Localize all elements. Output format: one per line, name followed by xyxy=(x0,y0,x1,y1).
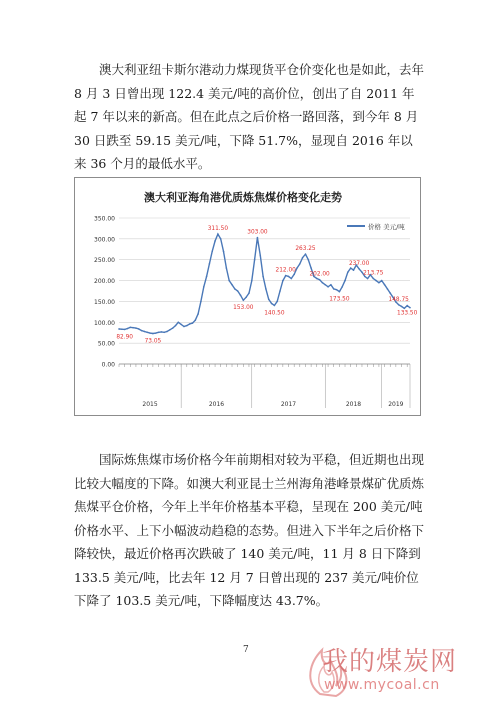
data-point xyxy=(282,280,284,282)
data-point xyxy=(293,274,295,276)
data-point xyxy=(333,288,335,290)
data-point xyxy=(347,271,349,273)
data-point xyxy=(146,331,148,333)
data-point xyxy=(296,267,298,269)
data-point xyxy=(220,238,222,240)
data-point xyxy=(316,278,318,280)
data-point xyxy=(248,292,250,294)
paragraph-1: 澳大利亚纽卡斯尔港动力煤现货平仓价变化也是如此，去年 8 月 3 日曾出现 122.4 美元/吨的高价位，创出了自 2011 年起 7 年以来的新高。但在此点之后价格一路回落，到今年 8 月 30 日跌至 59.15 美元/吨，下降 51.7%，显现自 2016 年以来 36 个月的最低水平。 xyxy=(74,62,425,171)
data-point xyxy=(186,325,188,327)
chart-svg xyxy=(75,178,420,415)
data-point xyxy=(192,322,194,324)
data-point xyxy=(257,237,259,239)
data-point xyxy=(327,286,329,288)
data-point xyxy=(127,328,129,330)
data-point xyxy=(144,331,146,333)
data-point xyxy=(214,240,216,242)
year-label: 2019 xyxy=(388,401,404,408)
data-point xyxy=(324,284,326,286)
data-point xyxy=(251,280,253,282)
page-number: 7 xyxy=(243,645,249,655)
data-point xyxy=(203,286,205,288)
data-point xyxy=(237,290,239,292)
chart-title: 澳大利亚海角港优质炼焦煤价格变化走势 xyxy=(144,191,342,204)
data-label: 153.00 xyxy=(233,305,254,312)
data-point xyxy=(206,276,208,278)
data-point xyxy=(307,259,309,261)
data-point xyxy=(285,275,287,277)
data-point xyxy=(398,304,400,306)
data-point xyxy=(158,331,160,333)
data-point xyxy=(234,288,236,290)
data-label: 148.75 xyxy=(388,296,409,303)
data-point xyxy=(228,280,230,282)
y-tick-label: 300.00 xyxy=(94,236,115,244)
data-point xyxy=(319,279,321,281)
data-point xyxy=(268,299,270,301)
data-point xyxy=(375,280,377,282)
paragraph-2: 国际炼焦煤市场价格今年前期相对较为平稳，但近期也出现比较大幅度的下降。如澳大利亚昆士兰州海角港峰景煤矿优质炼焦煤平仓价格，今年上半年价格基本平稳，呈现在 200 美元/吨价格水平、上下小幅波动趋稳的态势。但进入下半年之后价格下降较快，最近价格再次跌破了 140 美元/吨，11 月 8 日下降到 133.5 美元/吨，比去年 12 月 7 日曾出现的 237 美元/吨价位下降了 103.5 美元/吨，下降幅度达 43.7%。 xyxy=(74,452,425,608)
data-point xyxy=(336,289,338,291)
watermark-url: www.mycoal.cn xyxy=(324,677,440,693)
price-chart xyxy=(74,177,421,416)
data-point xyxy=(163,331,165,333)
data-point xyxy=(265,288,267,290)
year-label: 2016 xyxy=(208,401,225,408)
data-point xyxy=(279,290,281,292)
data-point xyxy=(341,286,343,288)
data-point xyxy=(274,305,276,307)
data-point xyxy=(353,269,355,271)
data-point xyxy=(121,328,123,330)
data-point xyxy=(305,253,307,255)
data-point xyxy=(243,299,245,301)
data-point xyxy=(367,278,369,280)
data-point xyxy=(138,328,140,330)
data-point xyxy=(226,267,228,269)
data-point xyxy=(406,305,408,307)
data-point xyxy=(200,301,202,303)
data-point xyxy=(389,292,391,294)
data-point xyxy=(217,233,219,235)
data-label: 311.50 xyxy=(207,226,229,233)
data-point xyxy=(209,263,211,265)
data-label: 73.05 xyxy=(144,338,162,345)
data-point xyxy=(245,296,247,298)
data-point xyxy=(404,308,406,310)
data-label: 237.00 xyxy=(348,260,370,267)
year-label: 2018 xyxy=(345,401,362,408)
data-point xyxy=(175,325,177,327)
data-point xyxy=(378,282,380,284)
data-point xyxy=(384,284,386,286)
data-label: 82.90 xyxy=(116,334,133,341)
year-label: 2015 xyxy=(142,401,158,408)
data-point xyxy=(211,251,213,253)
data-point xyxy=(350,267,352,269)
data-point xyxy=(401,306,403,308)
data-point xyxy=(141,330,143,332)
data-point xyxy=(135,327,137,329)
data-point xyxy=(310,267,312,269)
data-point xyxy=(149,332,151,334)
data-label: 173.50 xyxy=(329,296,350,303)
data-point xyxy=(172,327,174,329)
data-point xyxy=(130,326,132,328)
data-label: 133.50 xyxy=(397,310,418,317)
data-point xyxy=(194,319,196,321)
data-point xyxy=(189,323,191,325)
data-point xyxy=(409,307,411,309)
data-point xyxy=(322,282,324,284)
data-point xyxy=(124,329,126,331)
data-label: 202.00 xyxy=(309,271,330,278)
legend-label: 价格 美元/吨 xyxy=(368,223,405,231)
data-point xyxy=(372,278,374,280)
y-tick-label: 0.00 xyxy=(101,361,115,369)
data-point xyxy=(240,294,242,296)
data-point xyxy=(299,263,301,265)
data-point xyxy=(178,321,180,323)
data-label: 212.00 xyxy=(275,267,296,274)
data-point xyxy=(155,332,157,334)
data-point xyxy=(339,291,341,293)
y-tick-label: 350.00 xyxy=(94,215,115,223)
y-tick-label: 200.00 xyxy=(94,278,115,286)
data-point xyxy=(291,278,293,280)
series-line xyxy=(119,234,410,333)
data-point xyxy=(180,324,182,326)
y-tick-label: 50.00 xyxy=(97,340,115,348)
data-point xyxy=(166,331,168,333)
data-point xyxy=(262,276,264,278)
data-point xyxy=(183,326,185,328)
data-point xyxy=(254,259,256,261)
data-point xyxy=(330,284,332,286)
y-tick-label: 100.00 xyxy=(94,319,115,327)
data-point xyxy=(161,331,163,333)
data-point xyxy=(288,276,290,278)
data-label: 213.75 xyxy=(363,270,384,277)
y-tick-label: 150.00 xyxy=(94,298,115,306)
data-point xyxy=(169,329,171,331)
data-label: 140.50 xyxy=(264,310,285,317)
data-point xyxy=(381,280,383,282)
data-point xyxy=(231,284,233,286)
data-point xyxy=(344,280,346,282)
data-point xyxy=(302,257,304,259)
watermark-text: 我的煤炭网 xyxy=(322,647,458,677)
data-point xyxy=(387,288,389,290)
data-label: 263.25 xyxy=(295,246,316,253)
data-point xyxy=(223,251,225,253)
year-label: 2017 xyxy=(280,401,297,408)
data-point xyxy=(358,268,360,270)
data-point xyxy=(118,328,120,330)
data-point xyxy=(132,327,134,329)
data-point xyxy=(271,303,273,305)
data-point xyxy=(276,301,278,303)
data-point xyxy=(259,255,261,257)
data-label: 303.00 xyxy=(247,229,268,236)
data-point xyxy=(197,313,199,315)
data-point xyxy=(152,333,154,335)
y-tick-label: 250.00 xyxy=(94,257,115,265)
